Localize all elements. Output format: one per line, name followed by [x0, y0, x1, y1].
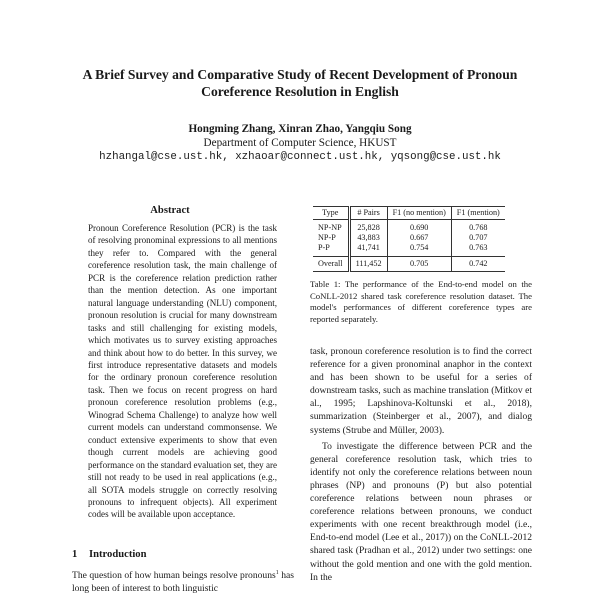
intro-text-continued: has long been of interest to both linguistic — [72, 570, 294, 594]
cell-type: P-P — [313, 243, 349, 257]
cell-pairs: 43,883 — [349, 233, 387, 243]
cell-pairs: 111,452 — [349, 257, 387, 272]
table-header-row — [313, 207, 505, 220]
cell-type: NP-P — [313, 233, 349, 243]
table-row — [313, 243, 505, 257]
cell-f1-no-mention: 0.690 — [387, 220, 451, 234]
introduction-text — [72, 570, 294, 596]
table-caption: Table 1: The performance of the End-to-end model on the CoNLL-2012 shared task coreference resolution dataset. The model's performances of different coreference types are reported separately. — [310, 279, 532, 324]
footnote-marker: 1 — [275, 569, 279, 576]
author-list: Hongming Zhang, Xinran Zhao, Yangqiu Song — [188, 123, 412, 135]
section-number: 1 — [72, 549, 78, 560]
author-emails: hzhangal@cse.ust.hk, xzhaoar@connect.ust.hk, yqsong@cse.ust.hk — [99, 151, 501, 163]
col-header-type: Type — [313, 207, 349, 220]
cell-f1-mention: 0.763 — [469, 243, 488, 252]
col-header-f1-mention: F1 (mention) — [451, 207, 504, 220]
paper-title: A Brief Survey and Comparative Study of Recent Development of Pronoun Coreference Resolution in English — [82, 67, 518, 99]
table-row-overall — [313, 257, 505, 272]
cell-pairs: 41,741 — [349, 243, 387, 257]
col-header-pairs: # Pairs — [349, 207, 387, 220]
table-row — [313, 233, 505, 243]
cell-type: NP-NP — [313, 220, 349, 234]
section-heading-introduction — [72, 549, 147, 560]
paragraph: task, pronoun coreference resolution is to find the correct reference for a given pronominal anaphor in the context and has been shown to be useful for a series of downstream tasks, such as machine translation (Mitkov et al., 1995; Lapshinova-Koltunski et al., 2018), summarization (Steinberger et al., 2007), and dialog systems (Strube and Müller, 2003). — [310, 346, 532, 436]
right-column-text — [310, 345, 532, 584]
col-header-f1-no-mention: F1 (no mention) — [387, 207, 451, 220]
table-row — [313, 220, 505, 234]
cell-f1-mention: 0.742 — [451, 257, 504, 272]
cell-pairs: 25,828 — [349, 220, 387, 234]
cell-f1-no-mention: 0.667 — [387, 233, 451, 243]
cell-f1-no-mention: 0.754 — [387, 243, 451, 257]
cell-f1-no-mention: 0.705 — [387, 257, 451, 272]
cell-f1-mention: 0.768 — [469, 223, 488, 232]
abstract-heading: Abstract — [150, 205, 190, 216]
cell-f1-mention: 0.707 — [469, 233, 488, 242]
paragraph: To investigate the difference between PCR and the general coreference resolution task, which tries to identify not only the coreference relations between noun phrases (NP) and pronouns (P) but also potential coreference relations between noun phrases or coreference relations between pronouns, we conduct experiments with one recent breakthrough model (i.e., End-to-end model (Lee et al., 2017)) on the CoNLL-2012 shared task (Pradhan et al., 2012) under two settings: one without the gold mention and one with the gold mention. In the — [310, 440, 532, 583]
results-table — [313, 206, 505, 272]
abstract-text: Pronoun Coreference Resolution (PCR) is the task of resolving pronominal expressions to all mentions they refer to. Compared with the general coreference resolution task, the main challenge of PCR is the coreference relation prediction rather than the mention detection. As one important natural language understanding (NLU) component, pronoun resolution is crucial for many downstream tasks and still challenging for existing models, which motivates us to survey existing approaches and think about how to do better. In this survey, we first introduce representative datasets and models for the ordinary pronoun coreference resolution task. Then we focus on recent progress on hard pronoun coreference resolution problems (e.g., Winograd Schema Challenge) to analyze how well current models can understand commonsense. We conduct extensive experiments to show that even though current models are achieving good performance on the standard evaluation set, they are still not ready to be used in real applications (e.g., all SOTA models struggle on correctly resolving pronouns to infrequent objects). All experiment codes will be available upon acceptance. — [88, 223, 277, 520]
section-title: Introduction — [89, 549, 147, 560]
affiliation: Department of Computer Science, HKUST — [203, 137, 397, 149]
intro-text-start: The question of how human beings resolve pronouns — [72, 570, 276, 581]
cell-type: Overall — [313, 257, 349, 272]
